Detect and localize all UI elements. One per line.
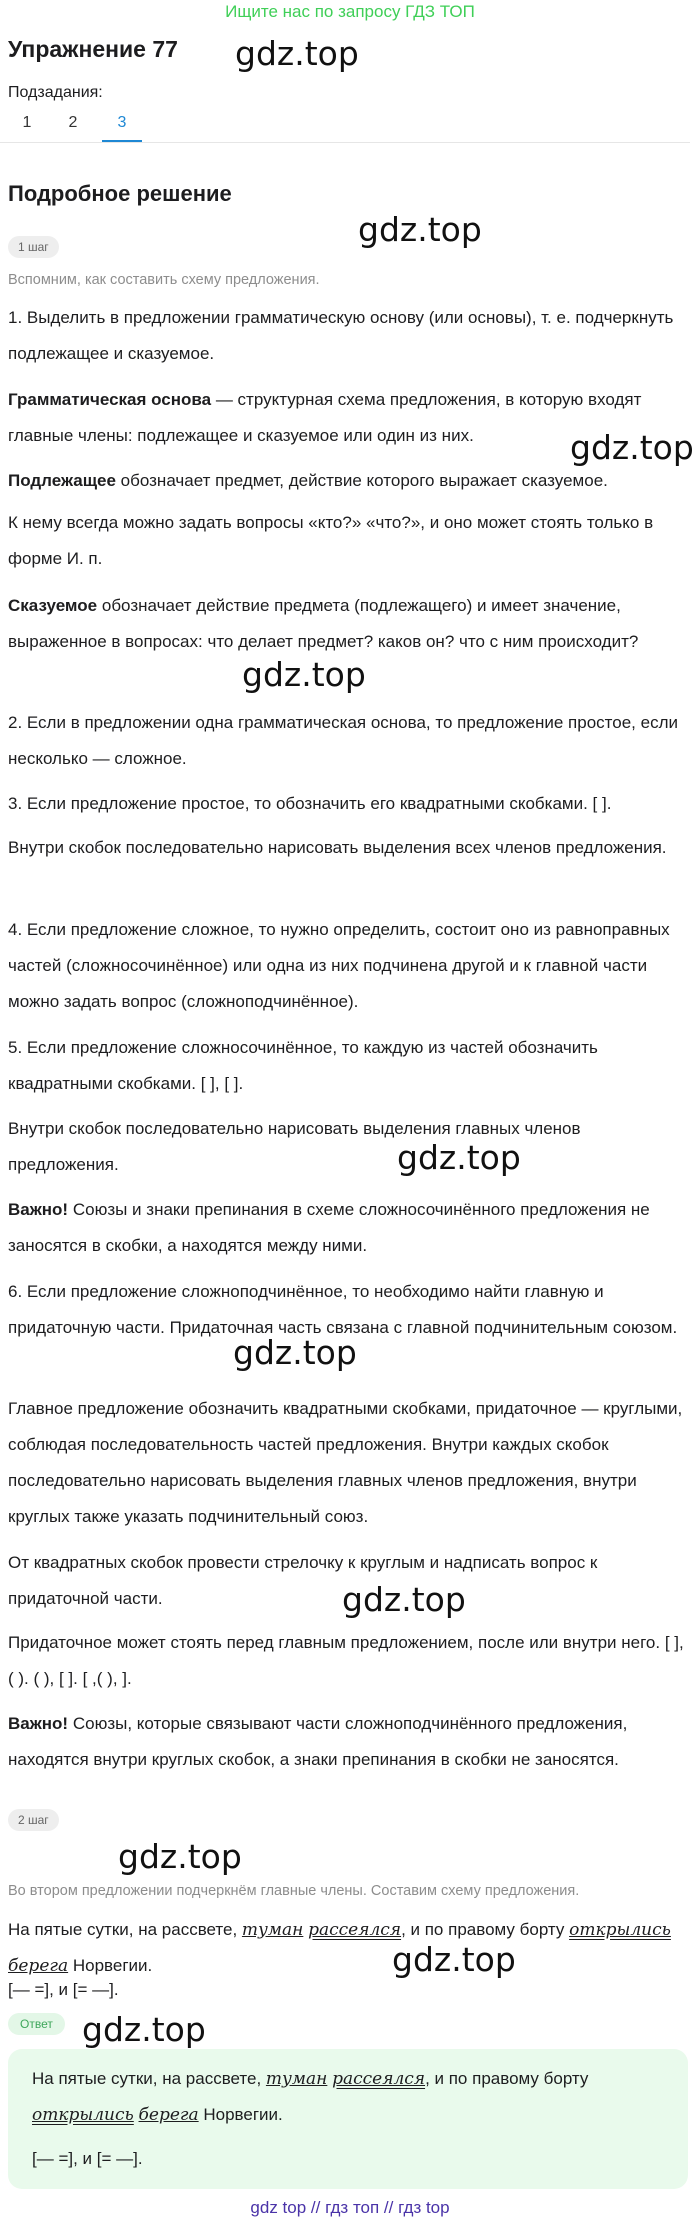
page-title: Упражнение 77 [8,36,178,62]
answer-badge: Ответ [8,2013,65,2035]
step-hint: Вспомним, как составить схему предложения. [8,272,320,288]
tab-subtask-3[interactable]: 3 [117,114,127,131]
watermark: gdz.top [118,1837,242,1876]
paragraph: Внутри скобок последовательно нарисовать выделения всех членов предложения. [8,838,667,857]
sentence-text: На пятые сутки, на рассвете, [8,1920,242,1939]
sentence-scheme: [— =], и [= —]. [8,1980,119,1999]
important-label: Важно! [8,1200,69,1219]
paragraph [8,1192,693,1264]
watermark: gdz.top [570,428,694,467]
step-badge: 1 шаг [8,236,59,258]
sentence-text: На пятые сутки, на рассвете, [32,2069,266,2088]
paragraph: 2. Если в предложении одна грамматическая основа, то предложение простое, если несколько — сложное. [8,713,678,768]
predicate: открылись [569,1920,671,1940]
step-hint: Во втором предложении подчеркнём главные члены. Составим схему предложения. [8,1883,580,1899]
footer-links: gdz top // гдз топ // гдз top [250,2198,450,2217]
step-badge: 2 шаг [8,1809,59,1831]
paragraph: Придаточное может стоять перед главным предложением, после или внутри него. [ ], ( ). ( ), [ ]. [ ,( ), ]. [8,1633,684,1688]
term: Грамматическая основа [8,390,212,409]
paragraph: Главное предложение обозначить квадратными скобками, придаточное — круглыми, соблюдая последовательность частей предложения. Внутри каждых скобок последовательно нарисовать выделения главных членов предложения, внутри круглых также указать подчинительный союз. [8,1399,683,1526]
paragraph: 3. Если предложение простое, то обозначить его квадратными скобками. [ ]. [8,794,612,813]
tabs-divider [0,142,690,143]
subject: туман [265,2069,328,2089]
sentence-text: Норвегии. [198,2105,283,2124]
watermark: gdz.top [82,2010,206,2049]
paragraph-text: — структурная схема предложения, в которую входят главные члены: подлежащее и сказуемое или один из них. [8,390,642,445]
solution-heading: Подробное решение [8,181,232,206]
predicate: рассеялся [332,2069,426,2089]
subject: берега [8,1956,69,1976]
term: Сказуемое [8,596,98,615]
watermark: gdz.top [235,34,359,73]
answer-scheme: [— =], и [= —]. [32,2149,143,2168]
subtasks-label: Подзадания: [8,84,103,101]
important-label: Важно! [8,1714,69,1733]
sentence-text: , и по правому борту [425,2069,589,2088]
sentence-text: Норвегии. [68,1956,153,1975]
watermark: gdz.top [342,1580,466,1619]
paragraph: 6. Если предложение сложноподчинённое, то необходимо найти главную и придаточную части. Придаточная часть связана с главной подчинительным союзом. [8,1282,678,1337]
subject: туман [241,1920,304,1940]
subject: берега [138,2105,199,2125]
paragraph: От квадратных скобок провести стрелочку к круглым и надписать вопрос к придаточной части. [8,1553,598,1608]
paragraph-text: обозначает действие предмета (подлежащего) и имеет значение, выраженное в вопросах: что делает предмет? каков он? что с ним происходит? [8,596,639,651]
term: Подлежащее [8,471,116,490]
paragraph-text: обозначает предмет, действие которого выражает сказуемое. [115,471,608,490]
paragraph: 4. Если предложение сложное, то нужно определить, состоит оно из равноправных частей (сложносочинённое) или одна из них подчинена другой и к главной части можно задать вопрос (сложноподчинённое). [8,920,670,1011]
predicate: открылись [32,2105,134,2125]
tab-subtask-1[interactable]: 1 [22,114,32,131]
predicate: рассеялся [308,1920,402,1940]
paragraph: Внутри скобок последовательно нарисовать выделения главных членов предложения. [8,1119,581,1174]
paragraph: 5. Если предложение сложносочинённое, то каждую из частей обозначить квадратными скобками. [ ], [ ]. [8,1038,598,1093]
watermark: gdz.top [242,655,366,694]
watermark: gdz.top [358,210,482,249]
search-banner: Ищите нас по запросу ГДЗ ТОП [225,2,475,21]
paragraph-text: Союзы, которые связывают части сложноподчинённого предложения, находятся внутри круглых скобок, а знаки препинания в скобки не заносятся. [8,1714,628,1769]
paragraph [8,463,693,499]
watermark: gdz.top [233,1333,357,1372]
paragraph [8,588,693,660]
paragraph [8,1706,693,1778]
paragraph: 1. Выделить в предложении грамматическую основу (или основы), т. е. подчеркнуть подлежащее и сказуемое. [8,308,674,363]
sentence-text: , и по правому борту [401,1920,570,1939]
answer-sentence [32,2061,672,2133]
tab-subtask-2[interactable]: 2 [68,114,78,131]
paragraph-text: Союзы и знаки препинания в схеме сложносочинённого предложения не заносятся в скобки, а находятся между ними. [8,1200,650,1255]
answer-box [8,2049,688,2189]
watermark: gdz.top [392,1940,516,1979]
watermark: gdz.top [397,1138,521,1177]
paragraph: К нему всегда можно задать вопросы «кто?» «что?», и оно может стоять только в форме И. п. [8,513,654,568]
